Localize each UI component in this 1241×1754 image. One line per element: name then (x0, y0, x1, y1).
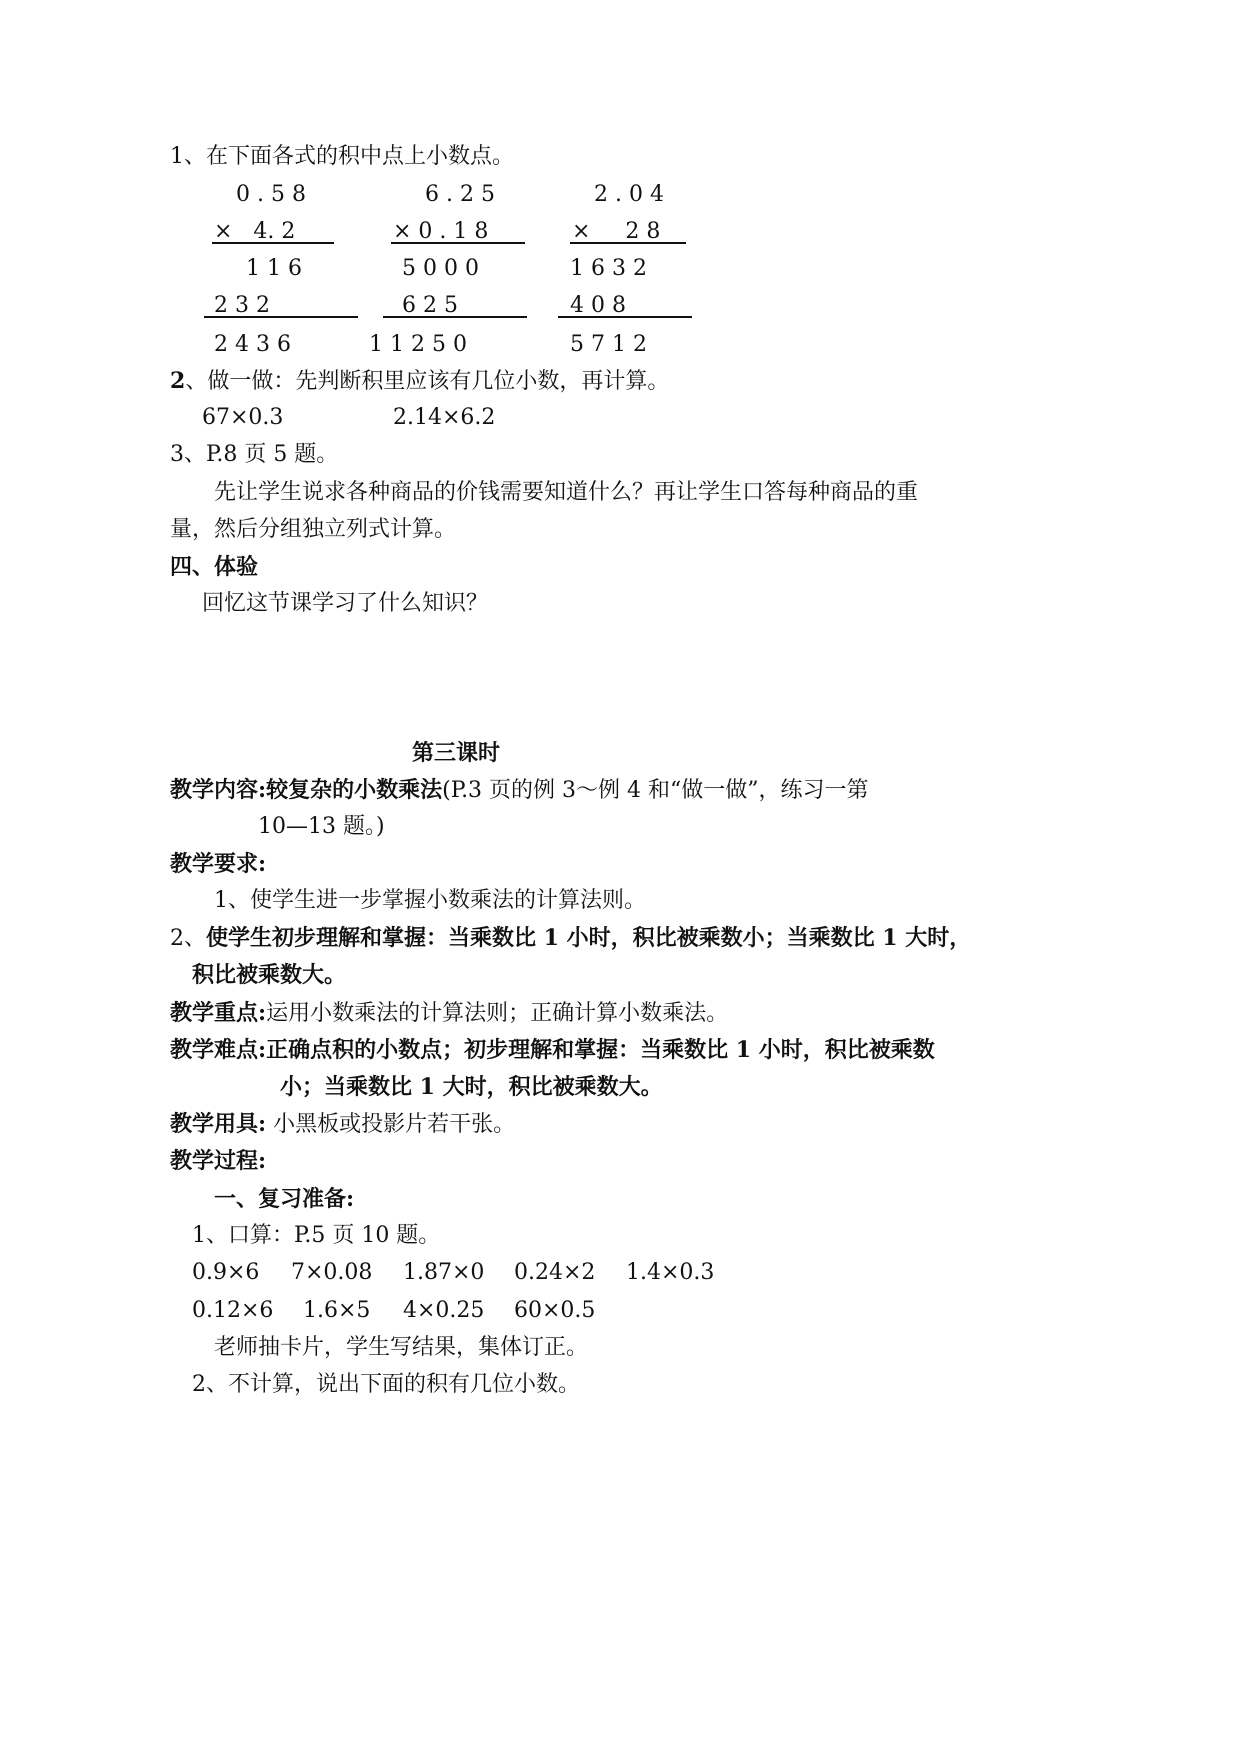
teaching-focus (170, 998, 728, 1029)
teaching-focus-text: 运用小数乘法的计算法则；正确计算小数乘法。 (266, 1001, 729, 1026)
teaching-difficulty (170, 1035, 935, 1065)
question-3-desc-line2: 量，然后分组独立列式计算。 (170, 517, 457, 542)
teaching-tools-label: 教学用具: (170, 1111, 267, 1137)
requirement-1: 1、使学生进一步掌握小数乘法的计算法则。 (214, 888, 646, 913)
product: 5 7 1 2 (570, 332, 647, 357)
requirement-2-line1: 使学生初步理解和掌握：当乘数比 1 小时，积比被乘数小；当乘数比 1 大时， (206, 925, 972, 951)
multiplier-underline (391, 242, 525, 244)
teaching-requirements-label: 教学要求: (170, 851, 267, 877)
result-underline (383, 316, 527, 318)
partial-product-1: 1 6 3 2 (570, 256, 647, 281)
requirement-2-line2: 积比被乘数大。 (192, 962, 347, 988)
expression-2: 2.14×6.2 (393, 405, 496, 430)
question-1-title: 1、在下面各式的积中点上小数点。 (170, 144, 514, 169)
oral-expr: 1.4×0.3 (626, 1260, 715, 1285)
teaching-focus-label: 教学重点: (170, 1000, 267, 1026)
result-underline (204, 316, 358, 318)
lesson-title: 第三课时 (412, 740, 501, 766)
teaching-tools-text: 小黑板或投影片若干张。 (266, 1112, 516, 1137)
partial-product-2: 6 2 5 (402, 293, 458, 318)
oral-expr: 1.87×0 (403, 1260, 485, 1285)
oral-expr: 0.9×6 (192, 1260, 260, 1285)
question-2-no-calc: 2、不计算，说出下面的积有几位小数。 (192, 1372, 580, 1397)
multiplier-underline (212, 242, 334, 244)
multiplicand: 6 . 2 5 (425, 182, 495, 207)
teaching-content (170, 775, 869, 806)
oral-expr: 0.12×6 (192, 1298, 274, 1323)
partial-product-1: 5 0 0 0 (402, 256, 479, 281)
oral-expr: 7×0.08 (291, 1260, 373, 1285)
partial-product-2: 2 3 2 (214, 293, 270, 318)
teaching-content-topic: 较复杂的小数乘法 (266, 777, 443, 803)
part-4-heading: 四、体验 (170, 554, 259, 580)
teaching-difficulty-line2: 小；当乘数比 1 大时，积比被乘数大。 (280, 1074, 663, 1100)
multiplicand: 0 . 5 8 (236, 182, 306, 207)
question-3-title: 3、P.8 页 5 题。 (170, 442, 339, 467)
multiplier: × 4. 2 (214, 219, 296, 244)
oral-expr: 1.6×5 (303, 1298, 371, 1323)
teaching-content-detail: (P.3 页的例 3～例 4 和“做一做”，练习一第 (442, 778, 869, 803)
product: 1 1 2 5 0 (369, 332, 467, 357)
teaching-process-label: 教学过程: (170, 1148, 267, 1174)
oral-expr: 4×0.25 (403, 1298, 485, 1323)
question-2-title (170, 366, 669, 397)
partial-product-2: 4 0 8 (570, 293, 626, 318)
result-underline (558, 316, 692, 318)
multiplier-underline (570, 242, 686, 244)
oral-expr: 0.24×2 (514, 1260, 596, 1285)
requirement-2-number: 2、 (170, 926, 206, 951)
question-2-number: 2 (170, 368, 186, 394)
expression-1: 67×0.3 (202, 405, 284, 430)
multiplicand: 2 . 0 4 (594, 182, 664, 207)
partial-product-1: 1 1 6 (246, 256, 302, 281)
teaching-difficulty-label: 教学难点: (170, 1037, 267, 1063)
teaching-tools (170, 1109, 515, 1140)
question-2-text: 、做一做：先判断积里应该有几位小数，再计算。 (185, 369, 670, 394)
teaching-difficulty-line1: 正确点积的小数点；初步理解和掌握：当乘数比 1 小时，积比被乘数 (266, 1037, 935, 1063)
teaching-content-label: 教学内容: (170, 777, 267, 803)
multiplier: × 2 8 (572, 219, 661, 244)
part-4-text: 回忆这节课学习了什么知识？ (202, 591, 489, 616)
review-heading: 一、复习准备: (214, 1186, 355, 1212)
oral-calc-title: 1、口算：P.5 页 10 题。 (192, 1223, 441, 1248)
oral-calc-note: 老师抽卡片，学生写结果，集体订正。 (214, 1335, 589, 1360)
question-3-desc-line1: 先让学生说求各种商品的价钱需要知道什么？再让学生口答每种商品的重 (214, 480, 919, 505)
requirement-2 (170, 923, 971, 954)
product: 2 4 3 6 (214, 332, 291, 357)
oral-expr: 60×0.5 (514, 1298, 596, 1323)
multiplier: × 0 . 1 8 (393, 219, 489, 244)
teaching-content-line2: 10—13 题。) (258, 814, 385, 839)
